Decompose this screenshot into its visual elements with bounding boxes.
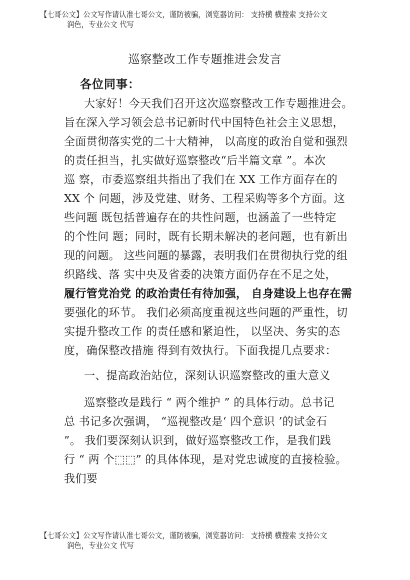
text-line: 现的问题。 这些问题的暴露，表明我们在贯彻执行党的组	[64, 249, 348, 262]
footer-banner-line1: 【七哥公文】公文写作请认准七哥公文，谨防被骗，浏览器访问： 支持横 横搜索 支持公文	[40, 531, 328, 540]
text-line: XX 个 问题，涉及党建、财务、工程采购等多个方面。这	[64, 192, 346, 205]
salutation: 各位同事：	[80, 77, 140, 91]
heading-text: 一、提高政治站位，深刻认识巡察整改的重大意义	[84, 369, 331, 382]
text-line: 些问题 既包括普遍存在的共性问题，也涵盖了一些特定	[64, 211, 337, 224]
text-line: 巡 察，市委巡察组共指出了我们在 XX 工作方面存在的	[64, 173, 338, 186]
footer-banner	[40, 531, 380, 551]
document-title: 巡察整改工作专题推进会发言	[128, 52, 282, 66]
header-banner-line2: 润色，专业公文 代写	[67, 20, 134, 29]
text-line: 实提升整改工作 的责任感和紧迫性， 以坚决、务实的态	[64, 325, 341, 338]
text-line: 行 “ 两 个⬚⬚” 的具体体现，是对党忠诚度的直接检验。	[64, 453, 347, 466]
text-line: 大家好！今天我们召开这次巡察整改工作专题推进会。	[84, 97, 353, 110]
text-line: 巡察整改是践行 “ 两个维护 ” 的具体行动。总书记	[84, 396, 335, 409]
text-line: 的责任担当，扎实做好巡察整改“后半篇文章 ”。本次	[64, 154, 326, 167]
text-line: 全面贯彻落实党的二十大精神， 以高度的政治自觉和强烈	[64, 135, 348, 148]
section-heading-1	[64, 366, 364, 385]
text-line: 的个性问 题；同时，既有长期未解决的老问题，也有新出	[64, 230, 348, 243]
paragraph-2	[64, 393, 364, 488]
text-line: 要强化的环节。 我们必须高度重视这些问题的严重性，切	[64, 306, 348, 319]
text-line: 总 书记多次强调， “巡视整改是‘ 四个意识 ’的试金石	[64, 415, 328, 428]
text-line: ”。 我们要深刻认识到，做好巡察整改工作，是我们践	[64, 434, 332, 447]
text-line: 度，确保整改措施 得到有效执行。下面我提几点要求：	[64, 344, 337, 357]
footer-banner-line2: 润色，专业公文 代写	[67, 541, 134, 550]
text-line: 我们要	[64, 472, 98, 485]
text-line: 履行管党治党 的政治责任有待加强， 自身建设上也存在需	[64, 287, 353, 300]
paragraph-1	[64, 94, 364, 360]
header-banner	[40, 10, 380, 30]
text-line: 织路线、落 实中央及省委的决策方面仍存在不足之处，	[64, 268, 337, 281]
text-line: 旨在深入学习领会总书记新时代中国特色社会主义思想，	[64, 116, 344, 129]
header-banner-line1: 【七哥公文】公文写作请认准七哥公文，谨防被骗，浏览器访问： 支持横 横搜索 支持公文	[40, 10, 328, 19]
